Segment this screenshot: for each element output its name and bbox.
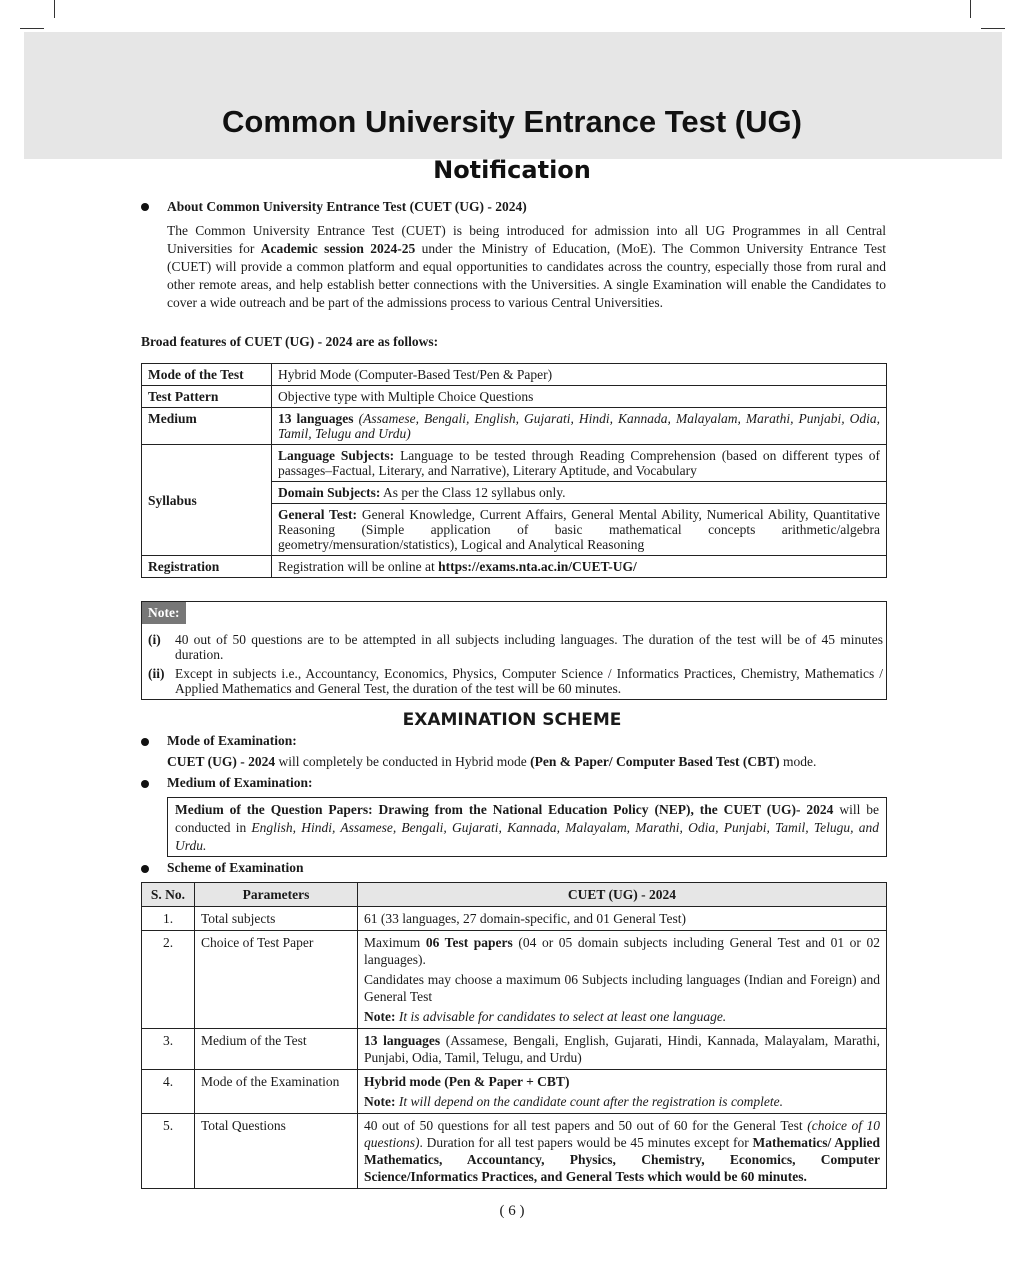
column-header: Parameters bbox=[195, 883, 358, 907]
r4-note-italic: It will depend on the candidate count after the registration is complete. bbox=[398, 1094, 784, 1109]
table-row bbox=[142, 907, 887, 931]
general-text: General Knowledge, Current Affairs, General Mental Ability, Numerical Ability, Quantitative Reasoning (Simple application of basic mathematical concepts arithmetic/algebra geometry/mensuration/statistics), Logical and Analytical Reasoning bbox=[278, 507, 880, 552]
syllabus-general bbox=[272, 504, 887, 556]
page-title: Common University Entrance Test (UG) bbox=[222, 104, 802, 139]
features-table bbox=[141, 363, 887, 578]
mode-bold-2: (Pen & Paper/ Computer Based Test (CBT) bbox=[530, 754, 780, 769]
row-number: 2. bbox=[142, 931, 195, 1029]
row-number: 5. bbox=[142, 1114, 195, 1189]
registration-link[interactable]: https://exams.nta.ac.in/CUET-UG/ bbox=[438, 559, 637, 574]
syllabus-label: Syllabus bbox=[142, 445, 272, 556]
bullet-icon bbox=[141, 738, 149, 746]
medium-bold: 13 languages bbox=[278, 411, 354, 426]
r4-note-bold: Note: bbox=[364, 1094, 396, 1109]
mode-label: Mode of the Test bbox=[142, 364, 272, 386]
note-num: (i) bbox=[148, 632, 161, 647]
row-number: 4. bbox=[142, 1070, 195, 1114]
domain-bold: Domain Subjects: bbox=[278, 485, 381, 500]
crop-mark bbox=[970, 0, 971, 18]
r2-note-bold: Note: bbox=[364, 1009, 396, 1024]
mode-paragraph bbox=[167, 753, 886, 771]
row-value bbox=[358, 931, 887, 1029]
r3-bold: 13 languages bbox=[364, 1033, 441, 1048]
table-row bbox=[142, 1114, 887, 1189]
r2-bold: 06 Test papers bbox=[425, 935, 513, 950]
crop-mark bbox=[54, 0, 55, 18]
page-subtitle: Notification bbox=[433, 156, 591, 184]
row-parameter: Choice of Test Paper bbox=[195, 931, 358, 1029]
mode-value: Hybrid Mode (Computer-Based Test/Pen & Paper) bbox=[272, 364, 887, 386]
lang-text: Language to be tested through Reading Comprehension (based on different types of passages–Factual, Literary, and Narrative), Literary Aptitude, and Vocabulary bbox=[278, 448, 881, 478]
about-text-1: The Common University Entrance Test (CUET) is being introduced for admission into all UG Programmes in all Central Universities for bbox=[167, 223, 886, 256]
r5-text-2: . Duration for all test papers would be 45 minutes except for bbox=[419, 1135, 749, 1150]
about-heading: About Common University Entrance Test (CUET (UG) - 2024) bbox=[167, 199, 527, 214]
features-heading: Broad features of CUET (UG) - 2024 are as follows: bbox=[141, 334, 439, 349]
table-row bbox=[142, 364, 887, 386]
lang-bold: Language Subjects: bbox=[278, 448, 395, 463]
table-header-row bbox=[142, 883, 887, 907]
row-value bbox=[358, 1029, 887, 1070]
column-header: S. No. bbox=[142, 883, 195, 907]
registration-text: Registration will be online at bbox=[278, 559, 435, 574]
medium-box-bold: Medium of the Question Papers: Drawing from the National Education Policy (NEP), the CUET (UG)- 2024 bbox=[175, 802, 834, 817]
mode-text: will completely be conducted in Hybrid mode bbox=[278, 754, 527, 769]
crop-mark bbox=[981, 28, 1005, 29]
exam-scheme-title: EXAMINATION SCHEME bbox=[402, 710, 622, 730]
general-bold: General Test: bbox=[278, 507, 358, 522]
note-tag: Note: bbox=[142, 602, 186, 624]
about-session: Academic session 2024-25 bbox=[260, 241, 416, 256]
row-parameter: Medium of the Test bbox=[195, 1029, 358, 1070]
row-value: 61 (33 languages, 27 domain-specific, and 01 General Test) bbox=[358, 907, 887, 931]
crop-mark bbox=[20, 28, 44, 29]
scheme-heading: Scheme of Examination bbox=[167, 860, 304, 875]
row-parameter: Total subjects bbox=[195, 907, 358, 931]
r2-text-a: Maximum bbox=[364, 935, 421, 950]
medium-box-italic: English, Hindi, Assamese, Bengali, Gujarati, Kannada, Malayalam, Marathi, Odia, Punjabi, Tamil, Telugu, and Urdu. bbox=[175, 820, 879, 853]
r2-note-italic: It is advisable for candidates to select at least one language. bbox=[398, 1009, 727, 1024]
row-value bbox=[358, 1114, 887, 1189]
medium-italic: (Assamese, Bengali, English, Gujarati, Hindi, Kannada, Malayalam, Marathi, Punjabi, Odia, Tamil, Telugu and Urdu) bbox=[278, 411, 881, 441]
r2-text-2: Candidates may choose a maximum 06 Subjects including languages (Indian and Foreign) and General Test bbox=[364, 972, 880, 1004]
medium-value bbox=[272, 408, 887, 445]
note-text: 40 out of 50 questions are to be attempted in all subjects including languages. The duration of the test will be of 45 minutes duration. bbox=[175, 632, 883, 662]
r5-bold: Mathematics/ Applied Mathematics, Accountancy, Physics, Chemistry, Economics, Computer Science/Informatics Practices, and General Tests which would be 60 minutes. bbox=[364, 1135, 881, 1184]
table-row bbox=[142, 1029, 887, 1070]
r4-bold: Hybrid mode (Pen & Paper + CBT) bbox=[364, 1074, 570, 1089]
note-box bbox=[141, 601, 887, 700]
medium-box-text: will be conducted in bbox=[175, 802, 879, 835]
page-number: ( 6 ) bbox=[499, 1203, 525, 1219]
domain-text: As per the Class 12 syllabus only. bbox=[383, 485, 566, 500]
about-text-2: under the Ministry of Education, (MoE). The Common University Entrance Test (CUET) will provide a common platform and equal opportunities to candidates across the country, especially those from rural and other remote areas, and help establish better connections with the Universities. A single Examination will enable the Candidates to cover a wide outreach and be part of the admissions process to various Central Universities. bbox=[167, 241, 886, 310]
registration-label: Registration bbox=[142, 556, 272, 578]
bullet-icon bbox=[141, 865, 149, 873]
scheme-table bbox=[141, 882, 887, 1189]
about-paragraph bbox=[167, 222, 886, 312]
syllabus-language bbox=[272, 445, 887, 482]
note-text: Except in subjects i.e., Accountancy, Economics, Physics, Computer Science / Informatics Practices, Chemistry, Mathematics / Applied Mathematics and General Test, the duration of the test will be 60 minutes. bbox=[175, 666, 883, 696]
registration-value bbox=[272, 556, 887, 578]
row-number: 1. bbox=[142, 907, 195, 931]
row-parameter: Total Questions bbox=[195, 1114, 358, 1189]
row-parameter: Mode of the Examination bbox=[195, 1070, 358, 1114]
pattern-label: Test Pattern bbox=[142, 386, 272, 408]
bullet-icon bbox=[141, 203, 149, 211]
table-row bbox=[142, 931, 887, 1029]
medium-label: Medium bbox=[142, 408, 272, 445]
table-row bbox=[142, 408, 887, 445]
row-value bbox=[358, 1070, 887, 1114]
syllabus-domain bbox=[272, 482, 887, 504]
r5-italic: (choice of 10 questions) bbox=[364, 1118, 880, 1150]
note-num: (ii) bbox=[148, 666, 165, 681]
table-row bbox=[142, 556, 887, 578]
table-row bbox=[142, 386, 887, 408]
row-number: 3. bbox=[142, 1029, 195, 1070]
column-header: CUET (UG) - 2024 bbox=[358, 883, 887, 907]
mode-heading: Mode of Examination: bbox=[167, 733, 297, 748]
medium-heading: Medium of Examination: bbox=[167, 775, 313, 790]
pattern-value: Objective type with Multiple Choice Questions bbox=[272, 386, 887, 408]
r2-text-c: (04 or 05 domain subjects including General Test and 01 or 02 languages). bbox=[364, 935, 881, 967]
mode-end: mode. bbox=[782, 754, 817, 769]
medium-box bbox=[167, 797, 887, 857]
r5-text-1: 40 out of 50 questions for all test papers and 50 out of 60 for the General Test bbox=[364, 1118, 803, 1133]
table-row bbox=[142, 445, 887, 482]
bullet-icon bbox=[141, 780, 149, 788]
table-row bbox=[142, 1070, 887, 1114]
mode-bold-1: CUET (UG) - 2024 bbox=[167, 754, 276, 769]
r3-text: (Assamese, Bengali, English, Gujarati, Hindi, Kannada, Malayalam, Marathi, Punjabi, Odia, Tamil, Telugu, and Urdu) bbox=[364, 1033, 880, 1065]
